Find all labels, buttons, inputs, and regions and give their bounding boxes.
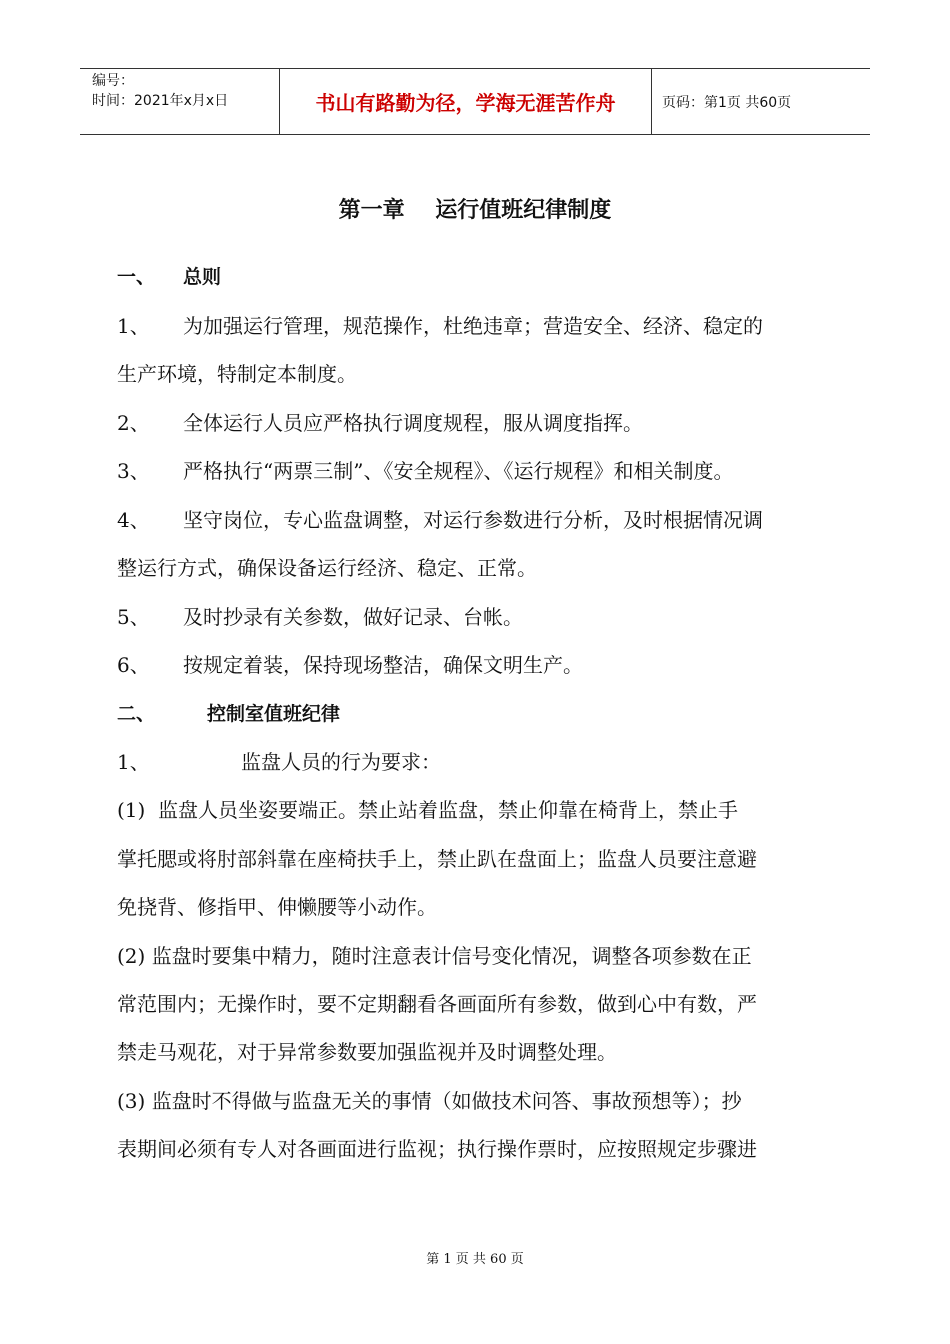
item-number: 5、: [117, 605, 150, 629]
item-number: 1、: [117, 314, 150, 338]
section-number: 一、: [117, 266, 156, 288]
item-text: 及时抄录有关参数，做好记录、台帐。: [183, 605, 523, 629]
header-page-info: 页码：第1页 共60页: [662, 94, 792, 111]
list-item: [117, 313, 847, 339]
item-text: 严格执行“两票三制”、《安全规程》、《运行规程》和相关制度。: [183, 459, 734, 483]
paragraph-line: 禁走马观花，对于异常参数要加强监视并及时调整处理。: [117, 1040, 617, 1064]
paragraph-line: (3) 监盘时不得做与监盘无关的事情（如做技术问答、事故预想等）；抄: [117, 1089, 742, 1113]
list-item: [117, 458, 847, 484]
header-number: 编号：: [92, 73, 134, 89]
item-number: 1、: [117, 750, 150, 774]
header-motto: 书山有路勤为径，学海无涯苦作舟: [280, 69, 652, 134]
item-continuation: 生产环境，特制定本制度。: [117, 362, 357, 386]
list-item: [117, 507, 847, 533]
section-number: 二、: [117, 703, 156, 725]
paragraph-line: 掌托腮或将肘部斜靠在座椅扶手上，禁止趴在盘面上；监盘人员要注意避: [117, 847, 757, 871]
section-title: 控制室值班纪律: [207, 703, 341, 725]
item-text: 监盘人员的行为要求：: [241, 750, 441, 774]
item-number: 6、: [117, 653, 150, 677]
list-item: [117, 604, 847, 630]
chapter-title: 第一章 运行值班纪律制度: [338, 198, 612, 223]
item-text: 全体运行人员应严格执行调度规程，服从调度指挥。: [183, 411, 643, 435]
paragraph-line: (2) 监盘时要集中精力，随时注意表计信号变化情况，调整各项参数在正: [117, 944, 752, 968]
page-footer: 第 1 页 共 60 页: [426, 1252, 524, 1267]
header-meta: [80, 69, 280, 134]
header-time: 时间：2021年x月x日: [92, 93, 229, 109]
item-text: 为加强运行管理，规范操作，杜绝违章；营造安全、经济、稳定的: [183, 314, 763, 338]
item-number: 4、: [117, 508, 150, 532]
list-item: [117, 410, 847, 436]
paragraph-line: 表期间必须有专人对各画面进行监视；执行操作票时，应按照规定步骤进: [117, 1137, 757, 1161]
item-text: 按规定着装，保持现场整洁，确保文明生产。: [183, 653, 583, 677]
section-title: 总则: [183, 266, 222, 288]
paragraph-line: (1) 监盘人员坐姿要端正。禁止站着监盘，禁止仰靠在椅背上，禁止手: [117, 798, 739, 822]
paragraph-line: 免挠背、修指甲、伸懒腰等小动作。: [117, 895, 437, 919]
item-text: 坚守岗位，专心监盘调整，对运行参数进行分析，及时根据情况调: [183, 508, 763, 532]
document-header: [80, 68, 870, 135]
section-heading: [117, 264, 847, 290]
section-heading: [117, 701, 847, 727]
list-item: [117, 749, 847, 775]
item-number: 3、: [117, 459, 150, 483]
item-number: 2、: [117, 411, 150, 435]
list-item: [117, 652, 847, 678]
item-continuation: 整运行方式，确保设备运行经济、稳定、正常。: [117, 556, 537, 580]
paragraph-line: 常范围内；无操作时，要不定期翻看各画面所有参数，做到心中有数，严: [117, 992, 757, 1016]
